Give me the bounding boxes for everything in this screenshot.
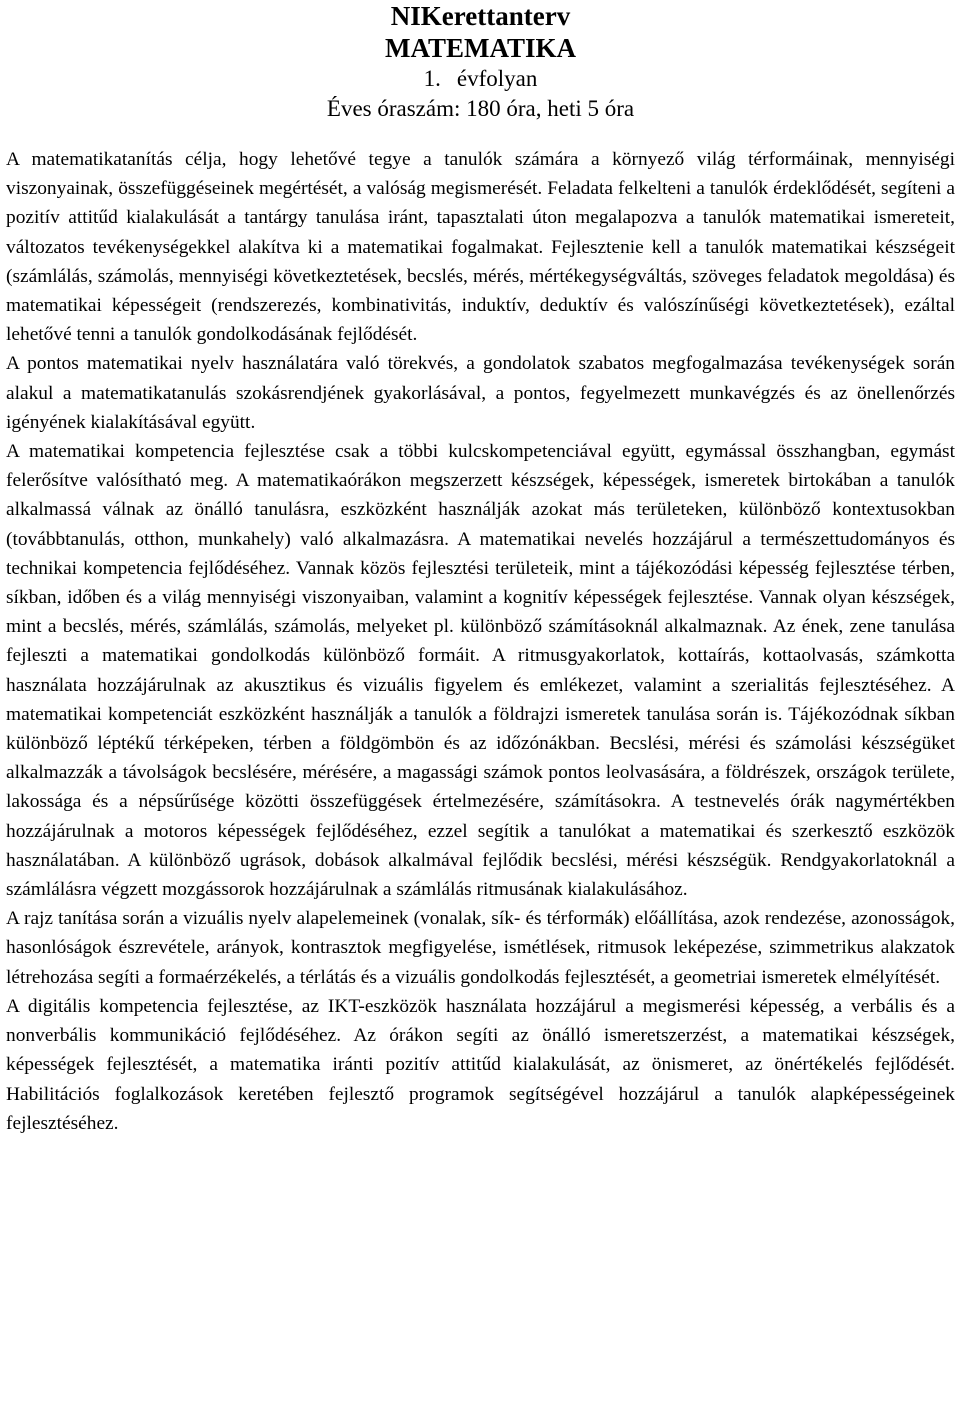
document-header [6,0,955,124]
document-body [6,145,955,1138]
paragraph-1: A matematikatanítás célja, hogy lehetővé tegye a tanulók számára a környező világ térformáinak, mennyiségi viszonyainak, összefüggéseinek megértését, a valóság megismerését. Feladata felkelteni a tanulók érdeklődését, segíteni a pozitív attitűd kialakulását a tantárgy tanulása iránt, tapasztalati úton megalapozva a tanulók matematikai ismereteit, változatos tevékenységekkel alakítva ki a matematikai fogalmakat. Fejlesztenie kell a tanulók matematikai készségeit (számlálás, számolás, mennyiségi következtetések, becslés, mérés, mértékegységváltás, szöveges feladatok megoldása) és matematikai képességeit (rendszerezés, kombinativitás, induktív, deduktív és valószínűségi következtetések), ezáltal lehetővé tenni a tanulók gondolkodásának fejlődését. [6,149,955,346]
grade-label: évfolyan [456,66,538,91]
grade-line [6,64,955,94]
document-title-line-1: NIKerettanterv [390,1,571,31]
grade-number: 1. [423,66,441,91]
document-title-line-2: MATEMATIKA [385,33,576,63]
paragraph-2: A pontos matematikai nyelv használatára való törekvés, a gondolatok szabatos megfogalmazása tevékenységek során alakul a matematikatanulás szokásrendjének gyakorlásával, a pontos, fegyelmezett munkavégzés és az önellenőrzés igényének kialakításával együtt. [6,353,955,433]
paragraph-3: A matematikai kompetencia fejlesztése csak a többi kulcskompetenciával együtt, egymással összhangban, egymást felerősítve valósítható meg. A matematikaórákon megszerzett készségek, képességek, ismeretek birtokában a tanulók alkalmassá válnak az önálló tanulásra, eszközként használják azokat más területeken, különböző kontextusokban (továbbtanulás, otthon, munkahely) való alkalmazásra. A matematikai nevelés hozzájárul a természettudományos és technikai kompetencia fejlődéséhez. Vannak közös fejlesztési területeik, mint a tájékozódási képesség fejlesztése térben, síkban, időben és a világ mennyiségi viszonyaiban, valamint a kognitív képességek fejlesztése. Vannak olyan készségek, mint a becslés, mérés, számlálás, számolás, melyeket pl. különböző számításoknál alkalmaznak. Az ének, zene tanulása fejleszti a matematikai gondolkodás különböző formáit. A ritmusgyakorlatok, kottaírás, kottaolvasás, számkotta használata hozzájárulnak az akusztikus és vizuális figyelem és emlékezet, valamint a szerialitás fejlesztéséhez. A matematikai kompetenciát eszközként használják a tanulók a földrajzi ismeretek tanulása során is. Tájékozódnak síkban különböző léptékű térképeken, térben a földgömbön és az időzónákban. Becslési, mérési és számolási készségüket alkalmazzák a távolságok becslésére, mérésére, a magassági számok pontos leolvasására, a földrészek, országok területe, lakossága és a népsűrűsége közötti összefüggések értelmezésére, számításokra. A testnevelés órák nagymértékben hozzájárulnak a motoros képességek fejlődéséhez, ezzel segítik a tanulókat a matematikai és szerkesztő eszközök használatában. A különböző ugrások, dobások alkalmával fejlődik becslési, mérési készségük. Rendgyakorlatoknál a számlálásra végzett mozgássorok hozzájárulnak a számlálás ritmusának kialakulásához. [6,441,955,901]
paragraph-4: A rajz tanítása során a vizuális nyelv alapelemeinek (vonalak, sík- és térformák) előállítása, azok rendezése, azonosságok, hasonlóságok észrevétele, arányok, kontrasztok megfigyelése, ismétlések, ritmusok leképezése, szimmetrikus alakzatok létrehozása segíti a formaérzékelés, a térlátás és a vizuális gondolkodás fejlesztését, a geometriai ismeretek elmélyítését. [6,908,955,988]
hours-line: Éves óraszám: 180 óra, heti 5 óra [326,96,635,121]
paragraph-5: A digitális kompetencia fejlesztése, az IKT-eszközök használata hozzájárul a megismerési képesség, a verbális és a nonverbális kommunikáció fejlődéséhez. Az órákon segíti az önálló ismeretszerzést, a matematikai készségek, képességek fejlesztését, a matematika iránti pozitív attitűd kialakulását, az önismeret, az önértékelés fejlődését. Habilitációs foglalkozások keretében fejlesztő programok segítségével hozzájárul a tanulók alapképességeinek fejlesztéséhez. [6,995,955,1134]
